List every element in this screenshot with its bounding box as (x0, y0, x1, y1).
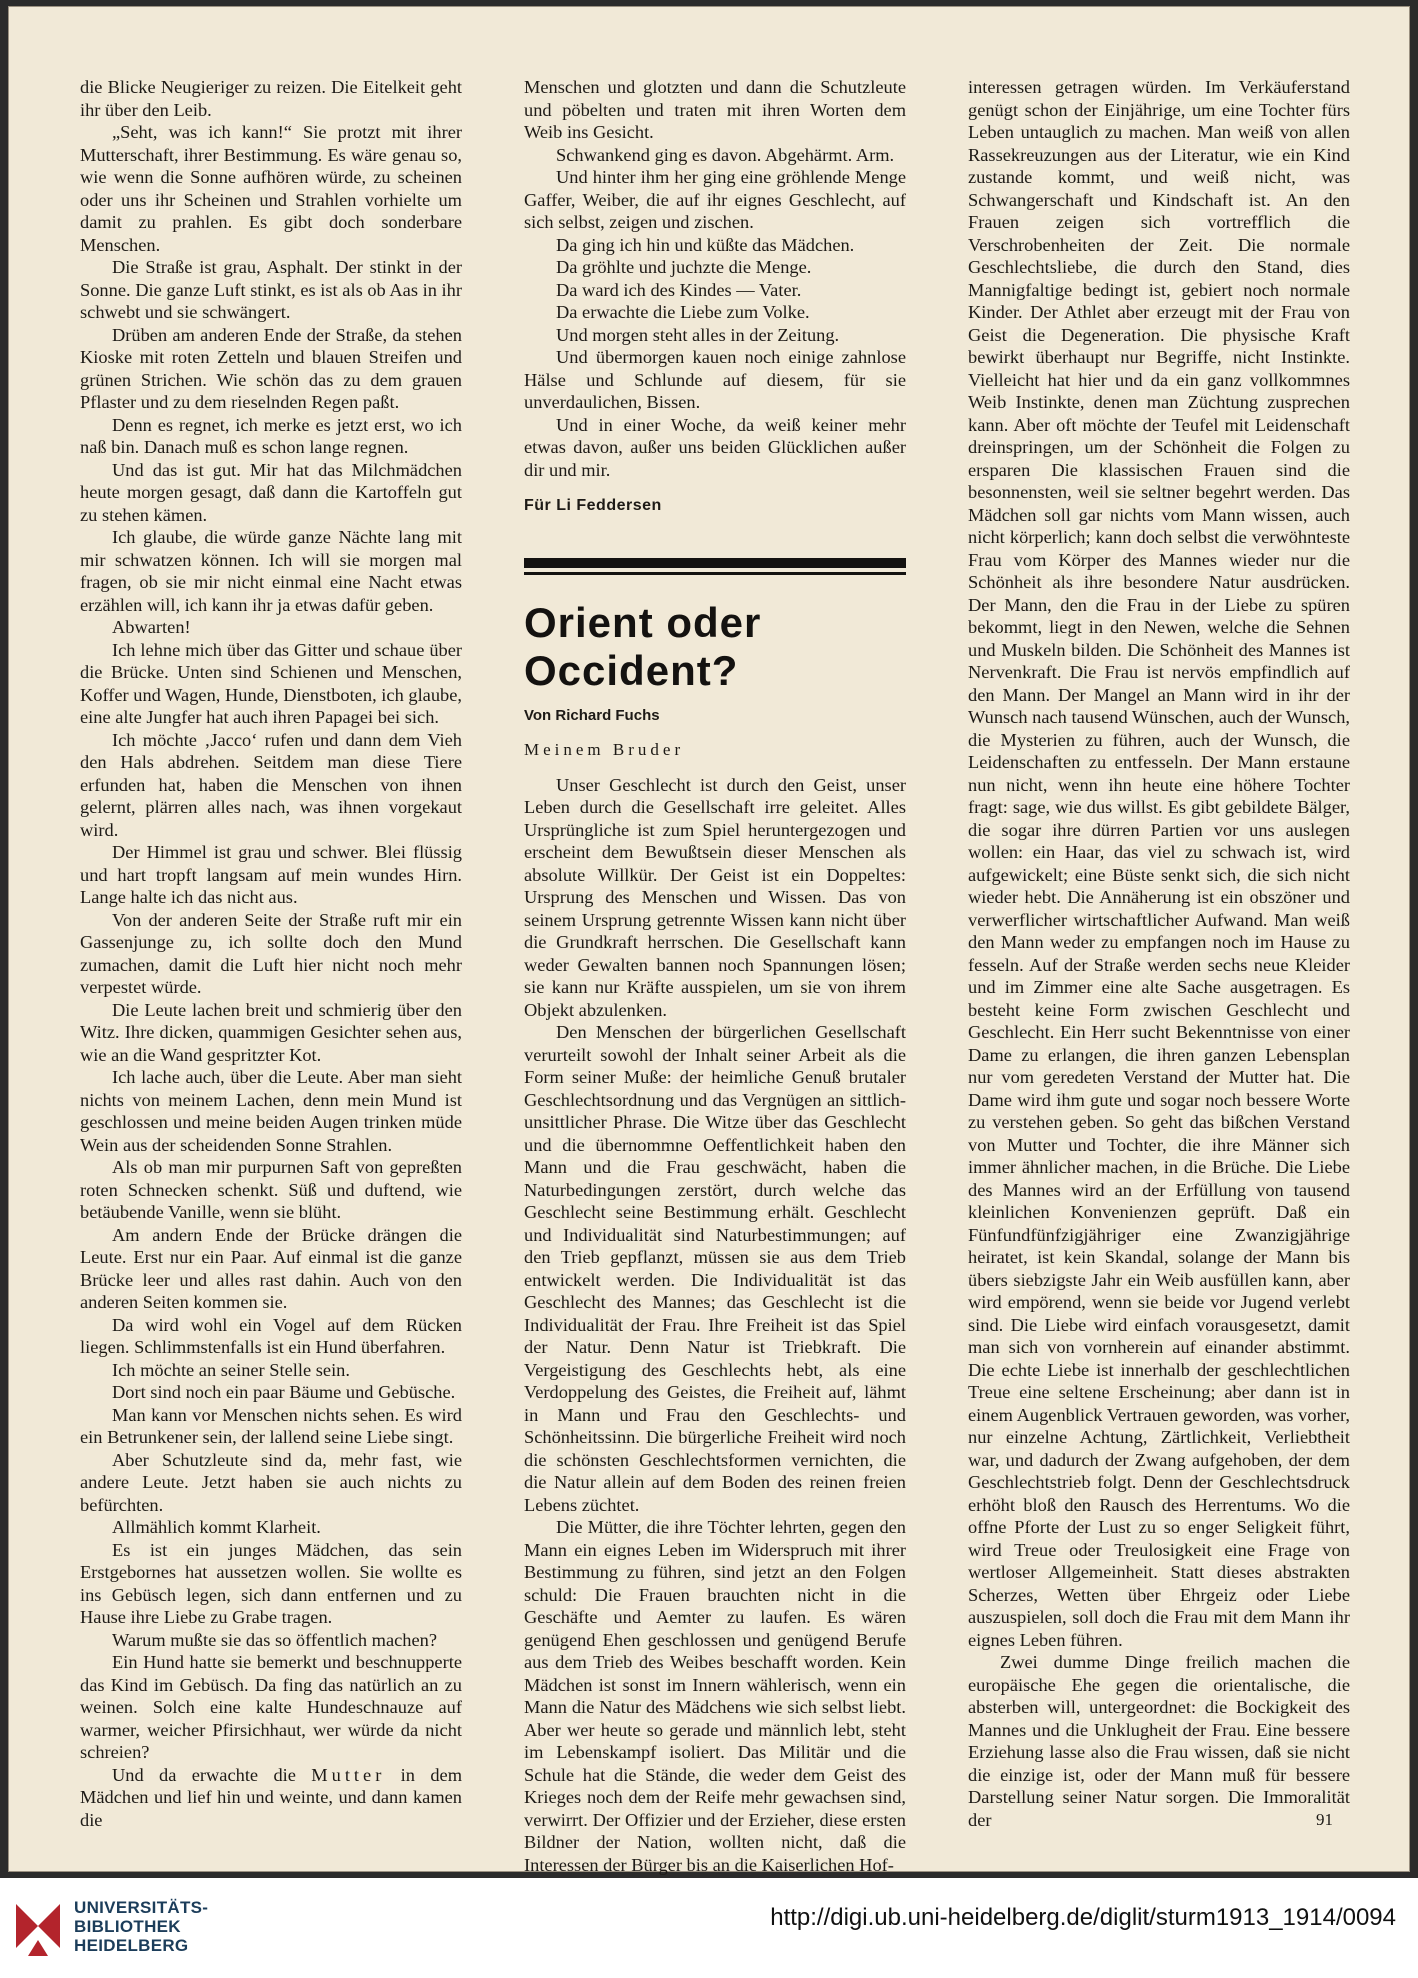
text-run: in dem Mädchen und lief hin und weinte, und dann kamen die (80, 1764, 462, 1830)
paragraph: Allmählich kommt Klarheit. (112, 1517, 321, 1537)
library-name-line: HEIDELBERG (74, 1936, 189, 1955)
paragraph: Als ob man mir purpurnen Saft von gepreßten roten Schnecken schenkt. Süß und duftend, wie betäubende Vanille, wenn sie blüht. (80, 1157, 462, 1222)
paragraph: Da ging ich hin und küßte das Mädchen. (556, 234, 855, 255)
paragraph: Unser Geschlecht ist durch den Geist, unser Leben durch die Gesellschaft irre geleitet. Alles Ursprüngliche ist zum Spiel heruntergezogen und erscheint dem Bewußtsein dieser Menschen als absolute Willkür. Der Geist ist ein Doppeltes: Ursprung des Menschen und Wissen. Das von seinem Ursprung getrennte Wissen kann nicht über die Grundkraft herrschen. Die Gesellschaft kann weder Gewalten bannen noch Spannungen lösen; sie kann nur Kräfte ausspielen, um sie von ihrem Objekt abzulenken. (524, 774, 906, 1020)
paragraph: Die Straße ist grau, Asphalt. Der stinkt in der Sonne. Die ganze Luft stinkt, es ist als ob Aas in ihr schwebt und sie schwängert. (80, 257, 462, 322)
paragraph: Die Mütter, die ihre Töchter lehrten, gegen den Mann ein eignes Leben im Widerspruch mit ihrer Bestimmung zu führen, sind jetzt an den Folgen schuld: Die Frauen brauchten nicht in die Geschäfte und Aemter zu laufen. Es wären genügend Ehen geschlossen und genügend Berufe aus dem Trieb des Weibes beschafft worden. Kein Mädchen ist sonst im Innern wählerisch, wenn ein Mann die Natur des Mädchens wie sich selbst liebt. Aber wer heute so gerade und männlich lebt, steht im Lebenskampf isoliert. Das Militär und die Schule hat die Stände, die weder dem Geist des Krieges noch dem der Reife mehr gewachsen sind, verwirrt. Der Offizier und der Erzieher, diese ersten Bildner der Nation, wollten nicht, daß die Interessen der Bürger bis an die Kaiserlichen Hof- (524, 1517, 906, 1875)
article-byline: Von Richard Fuchs (524, 706, 660, 724)
source-url-link[interactable]: http://digi.ub.uni-heidelberg.de/diglit/sturm1913_1914/0094 (770, 1904, 1396, 1931)
paragraph: Man kann vor Menschen nichts sehen. Es wird ein Betrunkener sein, der lallend seine Liebe singt. (80, 1404, 462, 1447)
library-name (74, 1898, 208, 1955)
paragraph: Aber Schutzleute sind da, mehr fast, wie andere Leute. Jetzt haben sie auch nichts zu befürchten. (80, 1449, 462, 1515)
section-divider (524, 558, 906, 568)
paragraph: Den Menschen der bürgerlichen Gesellschaft verurteilt sowohl der Inhalt seiner Arbeit als die Form seiner Muße: der heimliche Genuß brutaler Geschlechtsordnung und das Vergnügen an sittlich-unsittlicher Phrase. Die Witze über das Geschlecht und die übernommne Oeffentlichkeit haben den Mann und die Frau geschwächt, haben die Naturbedingungen zerstört, durch welche das Geschlecht seine Bestimmung erhält. Geschlecht und Individualität sind Naturbestimmungen; auf den Trieb gepflanzt, müssen sie aus dem Trieb entwickelt werden. Die Individualität ist das Geschlecht des Mannes; das Geschlecht ist die Individualität der Frau. Ihre Freiheit ist das Spiel der Natur. Denn Natur ist Triebkraft. Die Vergeistigung des Geschlechts hebt, als eine Verdoppelung des Geistes, die Freiheit auf, lähmt in Mann und Frau den Geschlechts- und Schönheitssinn. Die bürgerliche Freiheit wird noch die schönsten Geschlechtsformen vernichten, die die Natur allein auf dem Boden des reinen freien Lebens züchtet. (524, 1022, 906, 1515)
paragraph: Es ist ein junges Mädchen, das sein Erstgebornes hat aussetzen wollen. Sie wollte es ins Gebüsch legen, sich dann entfernen und zu Hause ihre Liebe zu Grabe tragen. (80, 1539, 462, 1627)
library-name-line: BIBLIOTHEK (74, 1917, 181, 1936)
paragraph: Die Leute lachen breit und schmierig über den Witz. Ihre dicken, quammigen Gesichter sehen aus, wie an die Wand gespritzter Kot. (80, 999, 462, 1065)
paragraph: Und morgen steht alles in der Zeitung. (556, 324, 840, 345)
paragraph: interessen getragen würden. Im Verkäuferstand genügt schon der Einjährige, um eine Tochter fürs Leben untauglich zu machen. Man weiß von allen Rassekreuzungen aus der Literatur, wie ein Kind zustande kommt, und weiß nicht, was Schwangerschaft und Kindschaft ist. An den Frauen zeigen sich vortrefflich die Verschrobenheiten der Zeit. Die normale Geschlechtsliebe, die durch den Stand, dies Mannigfaltige bedingt ist, gebiert noch normale Kinder. Der Athlet aber erzeugt mit der Frau von Geist die Degeneration. Die physische Kraft bewirkt überhaupt nur Begriffe, nicht Instinkte. Vielleicht hat hier und da ein ganz vollkommnes Weib Instinkte, denen man Züchtung zusprechen kann. Aber oft möchte der Teufel mit Leidenschaft dreinspringen, um der Schönheit die Folgen zu ersparen Die klassischen Frauen sind die besonnensten, weil sie seltner begehrt werden. Das Mädchen soll gar nichts vom Mann wissen, auch nicht körperlich; kann doch selbst die verwöhnteste Frau vom Körper des Mannes wieder nur die Schönheit als ihre besondere Natur ausdrücken. Der Mann, den die Frau in der Liebe zu spüren bekommt, liegt in den Newen, welche die Sehnen und Muskeln bilden. Die Schönheit des Mannes ist Nervenkraft. Die Frau ist nervös empfindlich auf den Mann. Der Mangel an Mann wird in ihr der Wunsch nach tausend Wünschen, auch der Wunsch, die Mysterien zu führen, auch der Wunsch, die Leidenschaften zu entfesseln. Der Mann erstaune nun nicht, wenn ihn heute eine höhere Tochter fragt: sage, wie dus willst. Es gibt gebildete Bälger, die sogar ihre dürren Partien vor uns auslegen wollen: ein Haar, das viel zu schwach ist, wird aufgewickelt; eine Büste senkt sich, die sich nicht wieder hebt. Die Annäherung ist ein obszöner und verwerflicher wirtschaftlicher Aufwand. Man weiß den Mann weder zu empfangen noch im Hause zu fesseln. Auf der Straße werden sechs neue Kleider und im Zimmer eine alte Sache ausgetragen. Es besteht keine Form zwischen Geschlecht und Geschlecht. Ein Herr sucht Bekenntnisse von einer Dame zu erlangen, die ihren ganzen Lebensplan nur vom geredeten Verstand der Mutter hat. Die Dame wird ihm gute und sogar noch bessere Worte zu verstehen geben. So geht das bißchen Verstand von Mutter und Tochter, die ihre Männer sich immer ähnlicher machen, in die Brüche. Die Liebe des Mannes wird an der Erfüllung von tausend kleinlichen Konvenienzen geprüft. Daß ein Fünfundfünfzigjähriger eine Zwanzigjährige heiratet, ist kein Skandal, solange der Mann bis übers siebzigste Jahr ein Weib ausfüllen kann, aber wird empörend, wenn sie beide vor Jugend verlebt sind. Die Liebe wird einfach vorausgesetzt, damit man sich von vornherein auf einander abstimmt. Die echte Liebe ist innerhalb der geschlechtlichen Treue eine seltene Erscheinung; aber dann ist in einem Augenblick Vertrauen geworden, was vorher, nur einzelne Achtung, Zärtlichkeit, Verliebtheit war, und dadurch der Zwang aufgehoben, der dem Geschlechtstrieb folgt. Denn der Geschlechtsdruck erhöht bloß den Rausch des Herrentums. Wo die offne Pforte der Lust zu so enger Seligkeit führt, wird Treue oder Treulosigkeit eine Frage von wertloser Allgemeinheit. Statt dieses abstrakten Scherzes, Wetten über Ehrgeiz oder Liebe auszuspielen, soll doch die Frau mit dem Mann ihr eignes Leben führen. (968, 77, 1350, 1650)
paragraph: Und hinter ihm her ging eine gröhlende Menge Gaffer, Weiber, die auf ihr eignes Geschlecht, auf sich selbst, zeigen und zischen. (524, 167, 906, 232)
story-dedication: Für Li Feddersen (524, 497, 662, 514)
magazine-page (8, 6, 1410, 1875)
paragraph: Da ward ich des Kindes — Vater. (556, 279, 802, 300)
paragraph: Drüben am anderen Ende der Straße, da stehen Kioske mit roten Zetteln und blauen Streifen und grünen Strichen. Wie schön das zu dem grauen Pflaster und zu dem rieselnden Regen paßt. (80, 324, 462, 412)
paragraph: Und in einer Woche, da weiß keiner mehr etwas davon, außer uns beiden Glücklichen außer dir und mir. (524, 414, 906, 480)
paragraph: Ich möchte ‚Jacco‘ rufen und dann dem Vieh den Hals abdrehen. Seitdem man diese Tiere erfunden hat, haben die Menschen von ihnen gelernt, plärren alles nach, was ihnen vorgekaut wird. (80, 729, 462, 840)
paragraph: Ich lehne mich über das Gitter und schaue über die Brücke. Unten sind Schienen und Menschen, Koffer und Wagen, Hunde, Dienstboten, ich glaube, eine alte Jungfer hat auch ihren Papagei bei sich. (80, 639, 462, 727)
paragraph: Dort sind noch ein paar Bäume und Gebüsche. (112, 1382, 456, 1402)
page-number: 91 (1316, 1810, 1333, 1829)
paragraph (80, 1764, 462, 1832)
paragraph: Und übermorgen kauen noch einige zahnlose Hälse und Schlunde auf diesem, für sie unverdaulichen, Bissen. (524, 347, 906, 412)
paragraph: Warum mußte sie das so öffentlich machen? (112, 1629, 438, 1650)
emphasized-word: Mutter (311, 1764, 386, 1785)
paragraph: „Seht, was ich kann!“ Sie protzt mit ihrer Mutterschaft, ihrer Bestimmung. Es wäre genau so, wie wenn die Sonne aufhören würde, zu scheinen oder uns ihr Scheinen und Strahlen vorhielte um damit zu prahlen. Es gibt doch sonderbare Menschen. (80, 122, 462, 255)
paragraph: Und das ist gut. Mir hat das Milchmädchen heute morgen gesagt, daß dann die Kartoffeln gut zu stehen kämen. (80, 459, 462, 525)
paragraph: Zwei dumme Dinge freilich machen die europäische Ehe gegen die orientalische, die absterben will, untergeordnet: die Bockigkeit des Mannes und die Unklugheit der Frau. Eine bessere Erziehung lasse also die Frau wissen, daß sie nicht die einzige ist, oder der Mann muß für bessere Darstellung seiner Natur sorgen. Die Immoralität der (968, 1652, 1350, 1830)
paragraph: Da gröhlte und juchzte die Menge. (556, 257, 812, 277)
paragraph: Denn es regnet, ich merke es jetzt erst, wo ich naß bin. Danach muß es schon lange regnen. (80, 414, 462, 457)
paragraph: Ich möchte an seiner Stelle sein. (112, 1359, 350, 1380)
paragraph: Schwankend ging es davon. Abgehärmt. Arm. (556, 144, 895, 165)
paragraph: Menschen und glotzten und dann die Schutzleute und pöbelten und traten mit ihren Worten dem Weib ins Gesicht. (524, 77, 906, 142)
paragraph: die Blicke Neugieriger zu reizen. Die Eitelkeit geht ihr über den Leib. (80, 77, 462, 120)
paragraph: Von der anderen Seite der Straße ruft mir ein Gassenjunge zu, ich sollte doch den Mund zumachen, damit die Luft hier nicht noch mehr verpestet würde. (80, 909, 462, 997)
paragraph: Ein Hund hatte sie bemerkt und beschnupperte das Kind im Gebüsch. Da fing das natürlich an zu weinen. Solch eine kalte Hundeschnauze auf warmer, weicher Pfirsichhaut, wer würde da nicht schreien? (80, 1652, 462, 1762)
digitization-footer (0, 1878, 1418, 1978)
article-dedication: Meinem Bruder (524, 740, 685, 759)
paragraph: Ich glaube, die würde ganze Nächte lang mit mir schwatzen können. Ich will sie morgen mal fragen, ob sie mir nicht einmal eine Nacht etwas erzählen will, ich kann ihr ja etwas dafür geben. (80, 527, 462, 615)
text-column-left (80, 76, 462, 1830)
text-column-middle (524, 76, 906, 1875)
university-library-logo-icon (8, 1896, 68, 1960)
paragraph: Abwarten! (112, 617, 191, 637)
library-name-line: UNIVERSITÄTS- (74, 1898, 209, 1917)
section-divider-thin (524, 572, 906, 575)
text-run: Und da erwachte die (112, 1764, 312, 1785)
paragraph: Am andern Ende der Brücke drängen die Leute. Erst nur ein Paar. Auf einmal ist die ganze Brücke leer und alles rast dahin. Auch von den anderen Seiten kommen sie. (80, 1224, 462, 1312)
paragraph: Der Himmel ist grau und schwer. Blei flüssig und hart tropft langsam auf mein wundes Hirn. Lange halte ich das nicht aus. (80, 842, 462, 907)
paragraph: Ich lache auch, über die Leute. Aber man sieht nichts von meinem Lachen, denn mein Mund ist geschlossen und meine beiden Augen trinken müde Wein aus der scheidenden Sonne Strahlen. (80, 1067, 462, 1155)
paragraph: Da wird wohl ein Vogel auf dem Rücken liegen. Schlimmstenfalls ist ein Hund überfahren. (80, 1314, 462, 1357)
paragraph: Da erwachte die Liebe zum Volke. (556, 302, 810, 322)
article-headline: Orient oder Occident? (524, 598, 762, 694)
